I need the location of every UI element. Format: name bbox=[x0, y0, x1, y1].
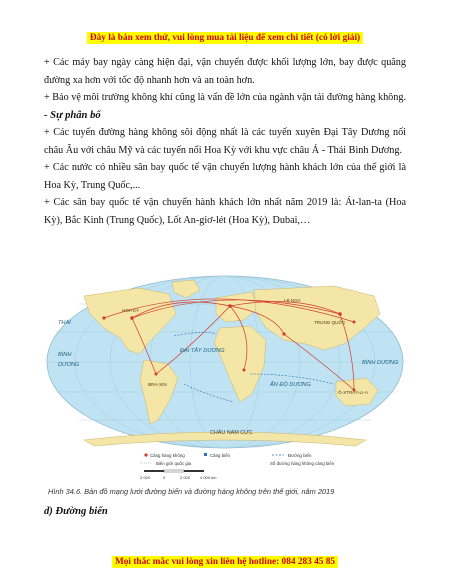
scale-bar bbox=[140, 470, 217, 480]
section-heading: - Sự phân bố bbox=[44, 109, 101, 121]
hotline-banner: Mọi thắc mắc vui lòng xin liên hệ hotline: 084 283 45 85 bbox=[112, 556, 338, 568]
scale-label: 4 000 km bbox=[200, 475, 217, 480]
section-heading: d) Đường biển bbox=[44, 506, 108, 517]
scale-label: 2 000 bbox=[180, 475, 191, 480]
paragraph: + Các máy bay ngày càng hiện đại, vận chuyển được khối lượng lớn, bay được quãng đường xa hơn với tốc độ nhanh hơn và an toàn hơn. bbox=[44, 57, 406, 86]
scale-label: 0 bbox=[163, 475, 166, 480]
paragraph: + Bảo vệ môi trường không khí cũng là vấn đề lớn của ngành vận tải đường hàng không. bbox=[44, 92, 406, 103]
legend-label: Số đường hàng không cảng biển bbox=[270, 461, 335, 466]
country-label: HOA KỲ bbox=[122, 308, 140, 313]
map-legend bbox=[140, 453, 335, 466]
country-label: TRUNG QUỐC bbox=[314, 320, 346, 325]
ocean-label: BÌNH DƯƠNG bbox=[362, 360, 399, 366]
ocean-label: DƯƠNG bbox=[58, 362, 80, 368]
port-legend-icon bbox=[204, 453, 207, 456]
legend-label: Biên giới quốc gia bbox=[156, 461, 192, 466]
country-label: Ô-XTRÂY-LI-A bbox=[338, 390, 368, 395]
country-label: BRA-XIN bbox=[148, 382, 167, 387]
paragraph: + Các tuyến đường hàng không sôi động nhất là các tuyến xuyên Đại Tây Dương nối châu Âu với châu Mỹ và các tuyến nối Hoa Kỳ với khu vực châu Á - Thái Bình Dương. bbox=[44, 127, 406, 156]
world-map bbox=[44, 274, 406, 482]
legend-label: Cảng hàng không bbox=[150, 453, 185, 458]
figure-caption: Hình 34.6. Bản đồ mạng lưới đường biển và đường hàng không trên thế giới, năm 2019 bbox=[48, 487, 335, 496]
paragraph: + Các nước có nhiều sân bay quốc tế vận chuyển lượng hành khách lớn của thế giới là Hoa Kỳ, Trung Quốc,... bbox=[44, 162, 406, 191]
main-content bbox=[44, 54, 406, 229]
antarctica-label: CHÂU NAM CỰC bbox=[210, 430, 253, 436]
legend-label: Cảng biển bbox=[210, 453, 231, 458]
world-map-figure bbox=[44, 274, 406, 482]
country-label: LB NGA bbox=[284, 298, 301, 303]
ocean-label: THÁI bbox=[58, 320, 71, 326]
ocean-label: ẤN ĐỘ DƯƠNG bbox=[270, 382, 311, 388]
preview-banner: Đây là bản xem thử, vui lòng mua tài liệu để xem chi tiết (có lời giải) bbox=[87, 32, 363, 44]
legend-label: Đường biển bbox=[288, 453, 312, 458]
ocean-label: ĐẠI TÂY DƯƠNG bbox=[180, 348, 225, 354]
ocean-label: BÌNH bbox=[58, 352, 72, 358]
airport-legend-icon bbox=[144, 453, 147, 456]
scale-label: 2 000 bbox=[140, 475, 151, 480]
paragraph: + Các sân bay quốc tế vận chuyển hành khách lớn nhất năm 2019 là: Át-lan-ta (Hoa Kỳ), Bắc Kinh (Trung Quốc), Lốt An-giơ-lét (Hoa Kỳ), Dubai,… bbox=[44, 197, 406, 226]
